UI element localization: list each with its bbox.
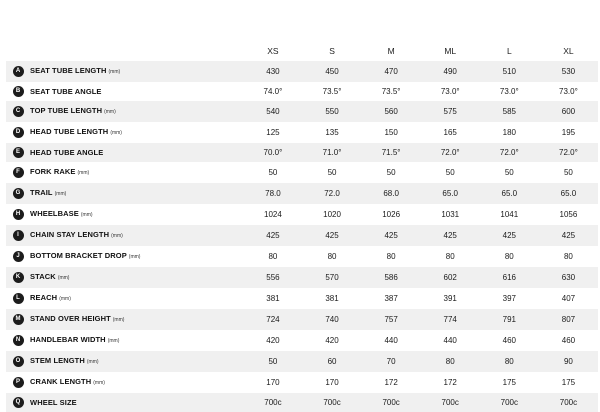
value-cell-xs: 430 xyxy=(243,61,302,82)
value-cell-ml: 72.0° xyxy=(421,143,480,162)
table-row xyxy=(6,183,598,204)
row-letter-badge: E xyxy=(13,147,24,158)
value-cell-xs: 74.0° xyxy=(243,82,302,101)
table-row xyxy=(6,101,598,122)
value-cell-ml: 391 xyxy=(421,288,480,309)
value-cell-ml: 440 xyxy=(421,330,480,351)
header-spacer xyxy=(6,41,30,61)
value-cell-s: 740 xyxy=(302,309,361,330)
table-row xyxy=(6,246,598,267)
measurement-name-cell xyxy=(30,372,243,393)
value-cell-xl: 425 xyxy=(539,225,598,246)
value-cell-l: 616 xyxy=(480,267,539,288)
row-marker-cell xyxy=(6,393,30,412)
size-header-row xyxy=(6,41,598,61)
measurement-name-cell xyxy=(30,183,243,204)
measurement-name-cell xyxy=(30,330,243,351)
table-row xyxy=(6,61,598,82)
value-cell-xl: 407 xyxy=(539,288,598,309)
value-cell-m: 73.5° xyxy=(362,82,421,101)
value-cell-m: 68.0 xyxy=(362,183,421,204)
row-letter-badge: N xyxy=(13,335,24,346)
measurement-unit: (mm) xyxy=(111,233,123,239)
value-cell-s: 1020 xyxy=(302,204,361,225)
value-cell-ml: 425 xyxy=(421,225,480,246)
value-cell-l: 65.0 xyxy=(480,183,539,204)
table-row xyxy=(6,204,598,225)
value-cell-xl: 460 xyxy=(539,330,598,351)
value-cell-m: 70 xyxy=(362,351,421,372)
value-cell-xs: 50 xyxy=(243,162,302,183)
value-cell-xl: 700c xyxy=(539,393,598,412)
value-cell-m: 80 xyxy=(362,246,421,267)
value-cell-m: 50 xyxy=(362,162,421,183)
row-marker-cell xyxy=(6,162,30,183)
row-marker-cell xyxy=(6,101,30,122)
measurement-label: REACH xyxy=(30,293,58,302)
size-header-s: S xyxy=(329,46,335,56)
value-cell-m: 425 xyxy=(362,225,421,246)
measurement-name-cell xyxy=(30,82,243,101)
row-marker-cell xyxy=(6,288,30,309)
value-cell-xl: 80 xyxy=(539,246,598,267)
measurement-unit: (mm) xyxy=(86,359,99,365)
measurement-label: BOTTOM BRACKET DROP xyxy=(30,251,127,260)
measurement-label: TOP TUBE LENGTH xyxy=(30,106,103,115)
value-cell-l: 460 xyxy=(480,330,539,351)
table-row xyxy=(6,122,598,143)
value-cell-xs: 70.0° xyxy=(243,143,302,162)
measurement-unit: (mm) xyxy=(59,296,71,302)
row-letter-badge: Q xyxy=(13,397,24,408)
value-cell-xl: 73.0° xyxy=(539,82,598,101)
row-marker-cell xyxy=(6,204,30,225)
measurement-label: STAND OVER HEIGHT xyxy=(30,314,111,323)
value-cell-s: 570 xyxy=(302,267,361,288)
value-cell-s: 381 xyxy=(302,288,361,309)
table-row xyxy=(6,393,598,412)
value-cell-s: 550 xyxy=(302,101,361,122)
measurement-name-cell xyxy=(30,309,243,330)
table-row xyxy=(6,351,598,372)
measurement-label: SEAT TUBE ANGLE xyxy=(30,87,102,96)
table-row xyxy=(6,288,598,309)
measurement-label: HEAD TUBE ANGLE xyxy=(30,148,104,157)
value-cell-l: 50 xyxy=(480,162,539,183)
row-marker-cell xyxy=(6,351,30,372)
value-cell-ml: 50 xyxy=(421,162,480,183)
value-cell-s: 50 xyxy=(302,162,361,183)
value-cell-m: 586 xyxy=(362,267,421,288)
measurement-name-cell xyxy=(30,101,243,122)
value-cell-s: 60 xyxy=(302,351,361,372)
row-marker-cell xyxy=(6,267,30,288)
row-letter-badge: K xyxy=(13,272,24,283)
value-cell-xl: 50 xyxy=(539,162,598,183)
row-marker-cell xyxy=(6,309,30,330)
value-cell-l: 80 xyxy=(480,351,539,372)
value-cell-xl: 530 xyxy=(539,61,598,82)
measurement-unit: (mm) xyxy=(107,338,120,344)
row-letter-badge: L xyxy=(13,293,24,304)
value-cell-xs: 1024 xyxy=(243,204,302,225)
value-cell-l: 72.0° xyxy=(480,143,539,162)
measurement-unit: (mm) xyxy=(112,317,125,323)
measurement-label: STEM LENGTH xyxy=(30,356,85,365)
value-cell-xs: 170 xyxy=(243,372,302,393)
size-header-m: M xyxy=(387,46,395,56)
row-marker-cell xyxy=(6,225,30,246)
value-cell-ml: 165 xyxy=(421,122,480,143)
value-cell-m: 757 xyxy=(362,309,421,330)
value-cell-l: 700c xyxy=(480,393,539,412)
value-cell-s: 80 xyxy=(302,246,361,267)
measurement-label: FORK RAKE xyxy=(30,167,76,176)
value-cell-xs: 540 xyxy=(243,101,302,122)
value-cell-xs: 78.0 xyxy=(243,183,302,204)
row-letter-badge: O xyxy=(13,356,24,367)
row-marker-cell xyxy=(6,82,30,101)
value-cell-l: 1041 xyxy=(480,204,539,225)
table-row xyxy=(6,143,598,162)
value-cell-xs: 700c xyxy=(243,393,302,412)
measurement-label: CHAIN STAY LENGTH xyxy=(30,230,110,239)
measurement-label: WHEELBASE xyxy=(30,209,79,218)
row-letter-badge: M xyxy=(13,314,24,325)
row-letter-badge: A xyxy=(13,66,24,77)
table-row xyxy=(6,330,598,351)
table-row xyxy=(6,82,598,101)
measurement-name-cell xyxy=(30,288,243,309)
row-letter-badge: H xyxy=(13,209,24,220)
value-cell-ml: 65.0 xyxy=(421,183,480,204)
measurement-name-cell xyxy=(30,393,243,412)
value-cell-xs: 50 xyxy=(243,351,302,372)
value-cell-s: 170 xyxy=(302,372,361,393)
measurement-label: WHEEL SIZE xyxy=(30,398,77,407)
value-cell-m: 560 xyxy=(362,101,421,122)
value-cell-xs: 556 xyxy=(243,267,302,288)
value-cell-s: 420 xyxy=(302,330,361,351)
row-marker-cell xyxy=(6,143,30,162)
measurement-unit: (mm) xyxy=(108,69,121,75)
value-cell-xl: 90 xyxy=(539,351,598,372)
value-cell-s: 135 xyxy=(302,122,361,143)
table-row xyxy=(6,267,598,288)
measurement-label: TRAIL xyxy=(30,188,53,197)
value-cell-xl: 630 xyxy=(539,267,598,288)
row-marker-cell xyxy=(6,183,30,204)
value-cell-m: 172 xyxy=(362,372,421,393)
row-marker-cell xyxy=(6,330,30,351)
table-row xyxy=(6,225,598,246)
measurement-label: CRANK LENGTH xyxy=(30,377,92,386)
measurement-unit: (mm) xyxy=(110,130,122,136)
size-header-l: L xyxy=(506,46,512,56)
value-cell-l: 80 xyxy=(480,246,539,267)
value-cell-xl: 807 xyxy=(539,309,598,330)
measurement-name-cell xyxy=(30,122,243,143)
measurement-name-cell xyxy=(30,162,243,183)
measurement-name-cell xyxy=(30,225,243,246)
value-cell-ml: 80 xyxy=(421,246,480,267)
value-cell-s: 450 xyxy=(302,61,361,82)
value-cell-l: 425 xyxy=(480,225,539,246)
geometry-table-body xyxy=(6,61,598,412)
value-cell-xl: 72.0° xyxy=(539,143,598,162)
table-row xyxy=(6,162,598,183)
value-cell-ml: 1031 xyxy=(421,204,480,225)
value-cell-m: 700c xyxy=(362,393,421,412)
row-letter-badge: P xyxy=(13,377,24,388)
value-cell-s: 72.0 xyxy=(302,183,361,204)
value-cell-l: 180 xyxy=(480,122,539,143)
value-cell-s: 425 xyxy=(302,225,361,246)
measurement-name-cell xyxy=(30,204,243,225)
value-cell-xs: 381 xyxy=(243,288,302,309)
value-cell-m: 470 xyxy=(362,61,421,82)
value-cell-xs: 425 xyxy=(243,225,302,246)
value-cell-l: 175 xyxy=(480,372,539,393)
header-spacer xyxy=(30,41,243,61)
row-letter-badge: B xyxy=(13,86,24,97)
value-cell-m: 1026 xyxy=(362,204,421,225)
value-cell-ml: 172 xyxy=(421,372,480,393)
value-cell-ml: 80 xyxy=(421,351,480,372)
measurement-unit: (mm) xyxy=(128,254,141,260)
measurement-unit: (mm) xyxy=(80,212,93,218)
row-letter-badge: J xyxy=(13,251,24,262)
size-header-ml: ML xyxy=(444,46,457,56)
size-header-xs: XS xyxy=(267,46,279,56)
value-cell-l: 397 xyxy=(480,288,539,309)
measurement-label: STACK xyxy=(30,272,56,281)
measurement-name-cell xyxy=(30,351,243,372)
value-cell-l: 510 xyxy=(480,61,539,82)
row-marker-cell xyxy=(6,122,30,143)
value-cell-xs: 125 xyxy=(243,122,302,143)
value-cell-xl: 175 xyxy=(539,372,598,393)
value-cell-xl: 600 xyxy=(539,101,598,122)
row-letter-badge: C xyxy=(13,106,24,117)
value-cell-l: 585 xyxy=(480,101,539,122)
value-cell-l: 73.0° xyxy=(480,82,539,101)
value-cell-s: 700c xyxy=(302,393,361,412)
value-cell-ml: 774 xyxy=(421,309,480,330)
row-marker-cell xyxy=(6,246,30,267)
value-cell-l: 791 xyxy=(480,309,539,330)
value-cell-s: 71.0° xyxy=(302,143,361,162)
table-row xyxy=(6,309,598,330)
value-cell-ml: 602 xyxy=(421,267,480,288)
size-header-xl: XL xyxy=(563,46,574,56)
value-cell-m: 387 xyxy=(362,288,421,309)
value-cell-xl: 65.0 xyxy=(539,183,598,204)
value-cell-xs: 420 xyxy=(243,330,302,351)
measurement-label: HANDLEBAR WIDTH xyxy=(30,335,106,344)
measurement-name-cell xyxy=(30,143,243,162)
value-cell-s: 73.5° xyxy=(302,82,361,101)
row-letter-badge: G xyxy=(13,188,24,199)
row-letter-badge: F xyxy=(13,167,24,178)
measurement-unit: (mm) xyxy=(104,109,116,115)
row-marker-cell xyxy=(6,372,30,393)
measurement-unit: (mm) xyxy=(57,275,70,281)
value-cell-ml: 575 xyxy=(421,101,480,122)
measurement-unit: (mm) xyxy=(54,191,67,197)
measurement-name-cell xyxy=(30,267,243,288)
measurement-unit: (mm) xyxy=(93,380,105,386)
measurement-unit: (mm) xyxy=(77,170,90,176)
value-cell-xl: 1056 xyxy=(539,204,598,225)
geometry-table xyxy=(6,41,598,412)
row-marker-cell xyxy=(6,61,30,82)
value-cell-m: 440 xyxy=(362,330,421,351)
table-row xyxy=(6,372,598,393)
value-cell-m: 71.5° xyxy=(362,143,421,162)
measurement-name-cell xyxy=(30,61,243,82)
measurement-name-cell xyxy=(30,246,243,267)
value-cell-ml: 73.0° xyxy=(421,82,480,101)
measurement-label: SEAT TUBE LENGTH xyxy=(30,66,107,75)
value-cell-xs: 724 xyxy=(243,309,302,330)
row-letter-badge: D xyxy=(13,127,24,138)
value-cell-ml: 700c xyxy=(421,393,480,412)
value-cell-xl: 195 xyxy=(539,122,598,143)
value-cell-xs: 80 xyxy=(243,246,302,267)
row-letter-badge: I xyxy=(13,230,24,241)
measurement-label: HEAD TUBE LENGTH xyxy=(30,127,109,136)
value-cell-ml: 490 xyxy=(421,61,480,82)
value-cell-m: 150 xyxy=(362,122,421,143)
